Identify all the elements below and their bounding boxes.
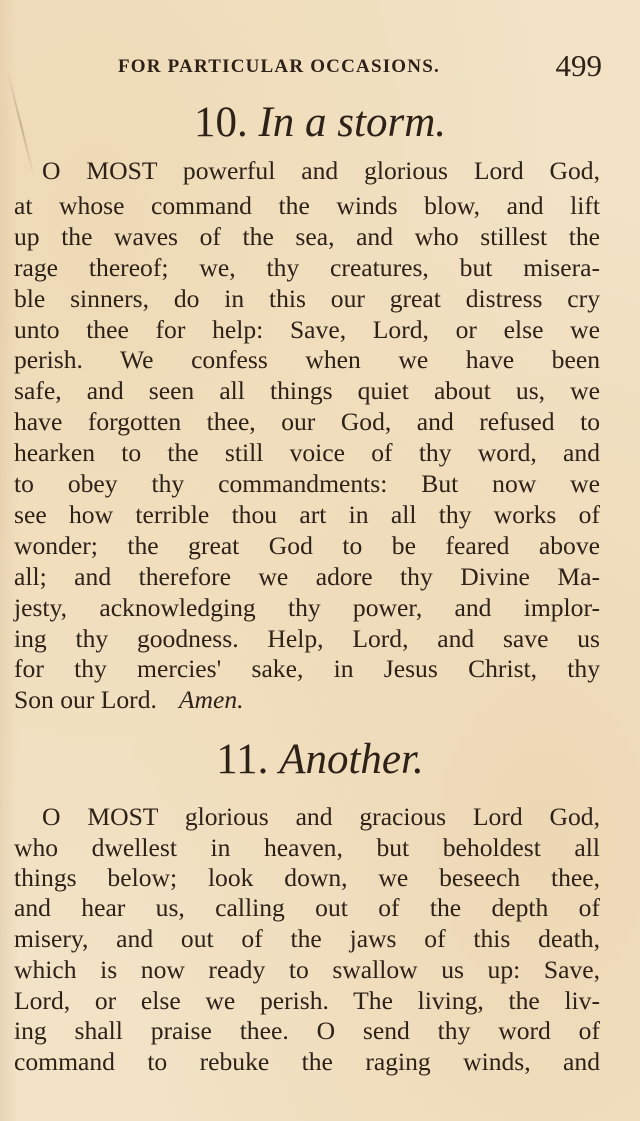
- text-line: all; and therefore we adore thy Divine Ma-: [14, 562, 600, 591]
- text-line: misery, and out of the jaws of this death,: [14, 924, 600, 953]
- text-line: ble sinners, do in this our great distress cry: [14, 284, 600, 313]
- section-title: Another.: [279, 736, 424, 783]
- section-heading-11: [0, 738, 640, 781]
- text-line: wonder; the great God to be feared above: [14, 531, 600, 560]
- text-line: for thy mercies' sake, in Jesus Christ, thy: [14, 654, 600, 683]
- text-line: have forgotten thee, our God, and refused to: [14, 407, 600, 436]
- text-line: hearken to the still voice of thy word, and: [14, 438, 600, 467]
- section-title: In a storm.: [258, 99, 447, 146]
- text-line: safe, and seen all things quiet about us, we: [14, 376, 600, 405]
- text-line: see how terrible thou art in all thy works of: [14, 500, 600, 529]
- text-line: ing shall praise thee. O send thy word of: [14, 1016, 600, 1045]
- text-line: to obey thy commandments: But now we: [14, 469, 600, 498]
- section-number: 11.: [216, 736, 269, 783]
- text-line: O MOST glorious and gracious Lord God,: [42, 802, 600, 831]
- text-line: up the waves of the sea, and who stillest the: [14, 222, 600, 251]
- text-line: ing thy goodness. Help, Lord, and save us: [14, 624, 600, 653]
- text-line: Lord, or else we perish. The living, the liv-: [14, 986, 600, 1015]
- amen: Amen.: [178, 685, 244, 714]
- running-head: [118, 50, 608, 82]
- text-line: jesty, acknowledging thy power, and implor-: [14, 593, 600, 622]
- section-number: 10.: [193, 99, 248, 146]
- closing-text: Son our Lord.: [14, 685, 157, 714]
- text-line: unto thee for help: Save, Lord, or else we: [14, 315, 600, 344]
- section-heading-10: [0, 101, 640, 144]
- text-line: things below; look down, we beseech thee,: [14, 863, 600, 892]
- text-line: which is now ready to swallow us up: Save,: [14, 955, 600, 984]
- running-title: FOR PARTICULAR OCCASIONS.: [118, 56, 440, 77]
- text-line: and hear us, calling out of the depth of: [14, 893, 600, 922]
- text-line: O MOST powerful and glorious Lord God,: [42, 156, 600, 185]
- text-line: rage thereof; we, thy creatures, but misera-: [14, 253, 600, 282]
- text-line: command to rebuke the raging winds, and: [14, 1047, 600, 1076]
- text-line: at whose command the winds blow, and lift: [14, 191, 600, 220]
- page-number: 499: [555, 48, 602, 83]
- text-line-last: [14, 684, 600, 715]
- text-line: who dwellest in heaven, but beholdest all: [14, 833, 600, 862]
- text-line: perish. We confess when we have been: [14, 345, 600, 374]
